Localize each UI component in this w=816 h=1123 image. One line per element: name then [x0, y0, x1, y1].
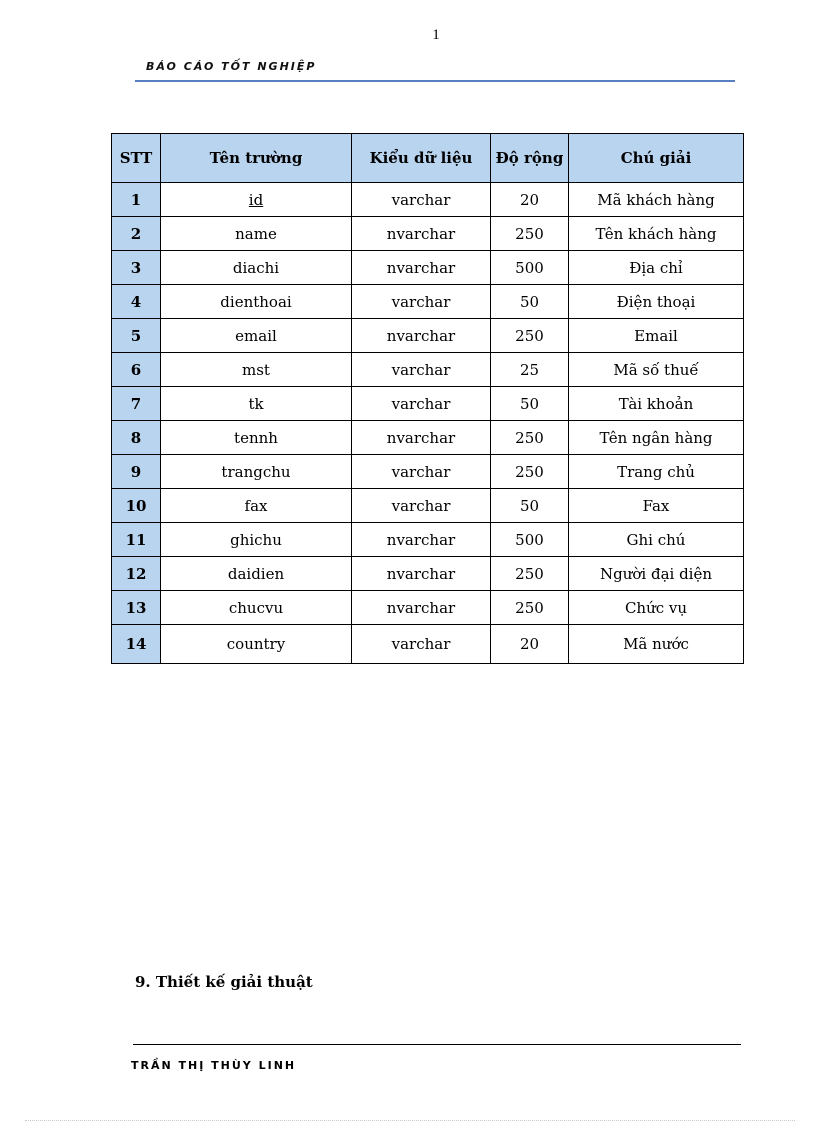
primary-key-field: id [248, 190, 264, 209]
cell-field-name: ghichu [161, 523, 352, 557]
table-row [112, 285, 744, 319]
table-row [112, 387, 744, 421]
cell-field-name: diachi [161, 251, 352, 285]
cell-note: Mã khách hàng [569, 183, 744, 217]
column-header-width: Độ rộng [491, 134, 569, 183]
cell-width: 500 [491, 251, 569, 285]
cell-note: Tài khoản [569, 387, 744, 421]
section-heading: 9. Thiết kế giải thuật [135, 973, 313, 991]
cell-field-name: daidien [161, 557, 352, 591]
cell-field-name: fax [161, 489, 352, 523]
cell-data-type: nvarchar [352, 251, 491, 285]
cell-data-type: varchar [352, 625, 491, 664]
cell-stt: 10 [112, 489, 161, 523]
cell-data-type: nvarchar [352, 591, 491, 625]
cell-field-name: chucvu [161, 591, 352, 625]
cell-width: 20 [491, 183, 569, 217]
cell-field-name [161, 183, 352, 217]
cell-note: Ghi chú [569, 523, 744, 557]
table-row [112, 353, 744, 387]
cell-stt: 7 [112, 387, 161, 421]
cell-stt: 2 [112, 217, 161, 251]
cell-note: Mã nước [569, 625, 744, 664]
cell-width: 25 [491, 353, 569, 387]
cell-width: 250 [491, 557, 569, 591]
column-header-stt: STT [112, 134, 161, 183]
page-edge [25, 1120, 795, 1121]
cell-field-name: mst [161, 353, 352, 387]
column-header-note: Chú giải [569, 134, 744, 183]
cell-field-name: email [161, 319, 352, 353]
table-row [112, 319, 744, 353]
cell-note: Chức vụ [569, 591, 744, 625]
cell-width: 250 [491, 319, 569, 353]
cell-data-type: nvarchar [352, 421, 491, 455]
column-header-field-name: Tên trường [161, 134, 352, 183]
cell-data-type: nvarchar [352, 523, 491, 557]
footer-author-name: TRẦN THỊ THÙY LINH [131, 1059, 297, 1072]
report-header-title: BÁO CÁO TỐT NGHIỆP [146, 60, 317, 73]
cell-note: Fax [569, 489, 744, 523]
cell-note: Người đại diện [569, 557, 744, 591]
table-row [112, 183, 744, 217]
header-divider [135, 80, 735, 82]
cell-data-type: varchar [352, 455, 491, 489]
cell-data-type: nvarchar [352, 217, 491, 251]
cell-data-type: varchar [352, 489, 491, 523]
table-row [112, 251, 744, 285]
cell-width: 250 [491, 421, 569, 455]
cell-stt: 6 [112, 353, 161, 387]
cell-note: Trang chủ [569, 455, 744, 489]
cell-stt: 4 [112, 285, 161, 319]
cell-field-name: dienthoai [161, 285, 352, 319]
field-table [111, 133, 744, 664]
cell-note: Điện thoại [569, 285, 744, 319]
cell-field-name: tennh [161, 421, 352, 455]
table-row [112, 557, 744, 591]
cell-width: 50 [491, 387, 569, 421]
table-row [112, 523, 744, 557]
cell-stt: 14 [112, 625, 161, 664]
table-row [112, 625, 744, 664]
cell-stt: 11 [112, 523, 161, 557]
cell-stt: 5 [112, 319, 161, 353]
cell-width: 250 [491, 455, 569, 489]
cell-width: 250 [491, 217, 569, 251]
footer-divider [133, 1044, 741, 1045]
cell-width: 50 [491, 489, 569, 523]
cell-stt: 3 [112, 251, 161, 285]
cell-width: 250 [491, 591, 569, 625]
cell-note: Mã số thuế [569, 353, 744, 387]
table-row [112, 217, 744, 251]
cell-note: Email [569, 319, 744, 353]
cell-data-type: nvarchar [352, 557, 491, 591]
table-header-row [112, 134, 744, 183]
table-row [112, 591, 744, 625]
cell-note: Địa chỉ [569, 251, 744, 285]
column-header-data-type: Kiểu dữ liệu [352, 134, 491, 183]
table-row [112, 421, 744, 455]
table-row [112, 489, 744, 523]
cell-data-type: varchar [352, 285, 491, 319]
cell-stt: 9 [112, 455, 161, 489]
cell-data-type: varchar [352, 387, 491, 421]
cell-width: 20 [491, 625, 569, 664]
cell-field-name: trangchu [161, 455, 352, 489]
cell-note: Tên khách hàng [569, 217, 744, 251]
cell-stt: 8 [112, 421, 161, 455]
cell-note: Tên ngân hàng [569, 421, 744, 455]
cell-field-name: country [161, 625, 352, 664]
cell-field-name: tk [161, 387, 352, 421]
cell-stt: 12 [112, 557, 161, 591]
cell-width: 500 [491, 523, 569, 557]
cell-stt: 13 [112, 591, 161, 625]
cell-data-type: varchar [352, 353, 491, 387]
table-row [112, 455, 744, 489]
page-number: 1 [432, 27, 440, 43]
cell-data-type: nvarchar [352, 319, 491, 353]
cell-stt: 1 [112, 183, 161, 217]
cell-field-name: name [161, 217, 352, 251]
cell-data-type: varchar [352, 183, 491, 217]
cell-width: 50 [491, 285, 569, 319]
